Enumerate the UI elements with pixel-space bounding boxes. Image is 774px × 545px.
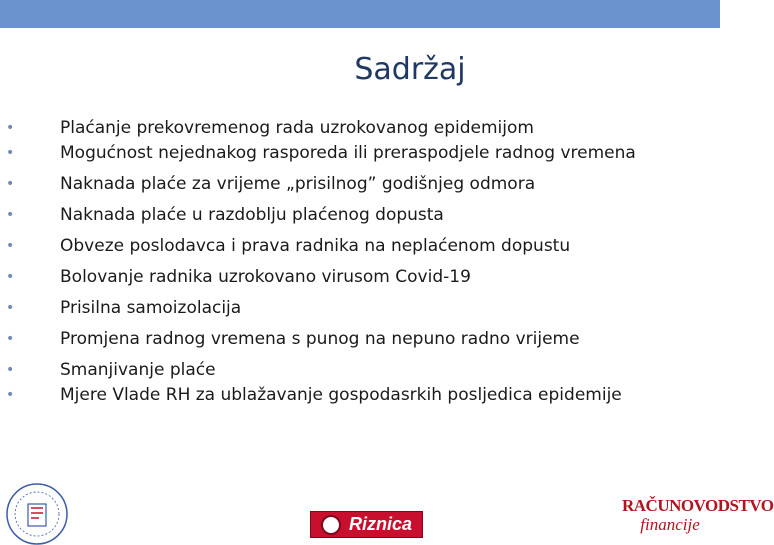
bullet-item: • Bolovanje radnika uzrokovano virusom Covid-19 — [6, 266, 706, 288]
bullet-item: • Naknada plaće za vrijeme „prisilnog” godišnjeg odmora — [6, 173, 706, 195]
bullet-item: • Obveze poslodavca i prava radnika na neplaćenom dopustu — [6, 235, 706, 257]
riznica-emblem-icon — [321, 515, 341, 535]
racunovodstvo-logo — [622, 496, 774, 540]
bullet-item: • Prisilna samoizolacija — [6, 297, 706, 319]
racunovodstvo-wordmark: RAČUNOVODSTVO — [622, 496, 774, 515]
bullet-list — [6, 117, 706, 415]
racunovodstvo-script: financije — [640, 515, 700, 534]
association-seal-logo — [2, 474, 72, 540]
riznica-wordmark: Riznica — [349, 514, 413, 534]
top-accent-band — [0, 0, 720, 28]
bullet-item: • Mogućnost nejednakog rasporeda ili preraspodjele radnog vremena — [6, 142, 706, 164]
riznica-logo — [310, 511, 423, 538]
bullet-item: • Mjere Vlade RH za ublažavanje gospodasrkih posljedica epidemije — [6, 384, 706, 406]
slide-title: Sadržaj — [354, 52, 466, 87]
bullet-item: • Naknada plaće u razdoblju plaćenog dopusta — [6, 204, 706, 226]
bullet-item: • Promjena radnog vremena s punog na nepuno radno vrijeme — [6, 328, 706, 350]
bullet-item: • Smanjivanje plaće — [6, 359, 706, 381]
bullet-item: • Plaćanje prekovremenog rada uzrokovanog epidemijom — [6, 117, 706, 139]
seal-icon — [2, 474, 72, 540]
